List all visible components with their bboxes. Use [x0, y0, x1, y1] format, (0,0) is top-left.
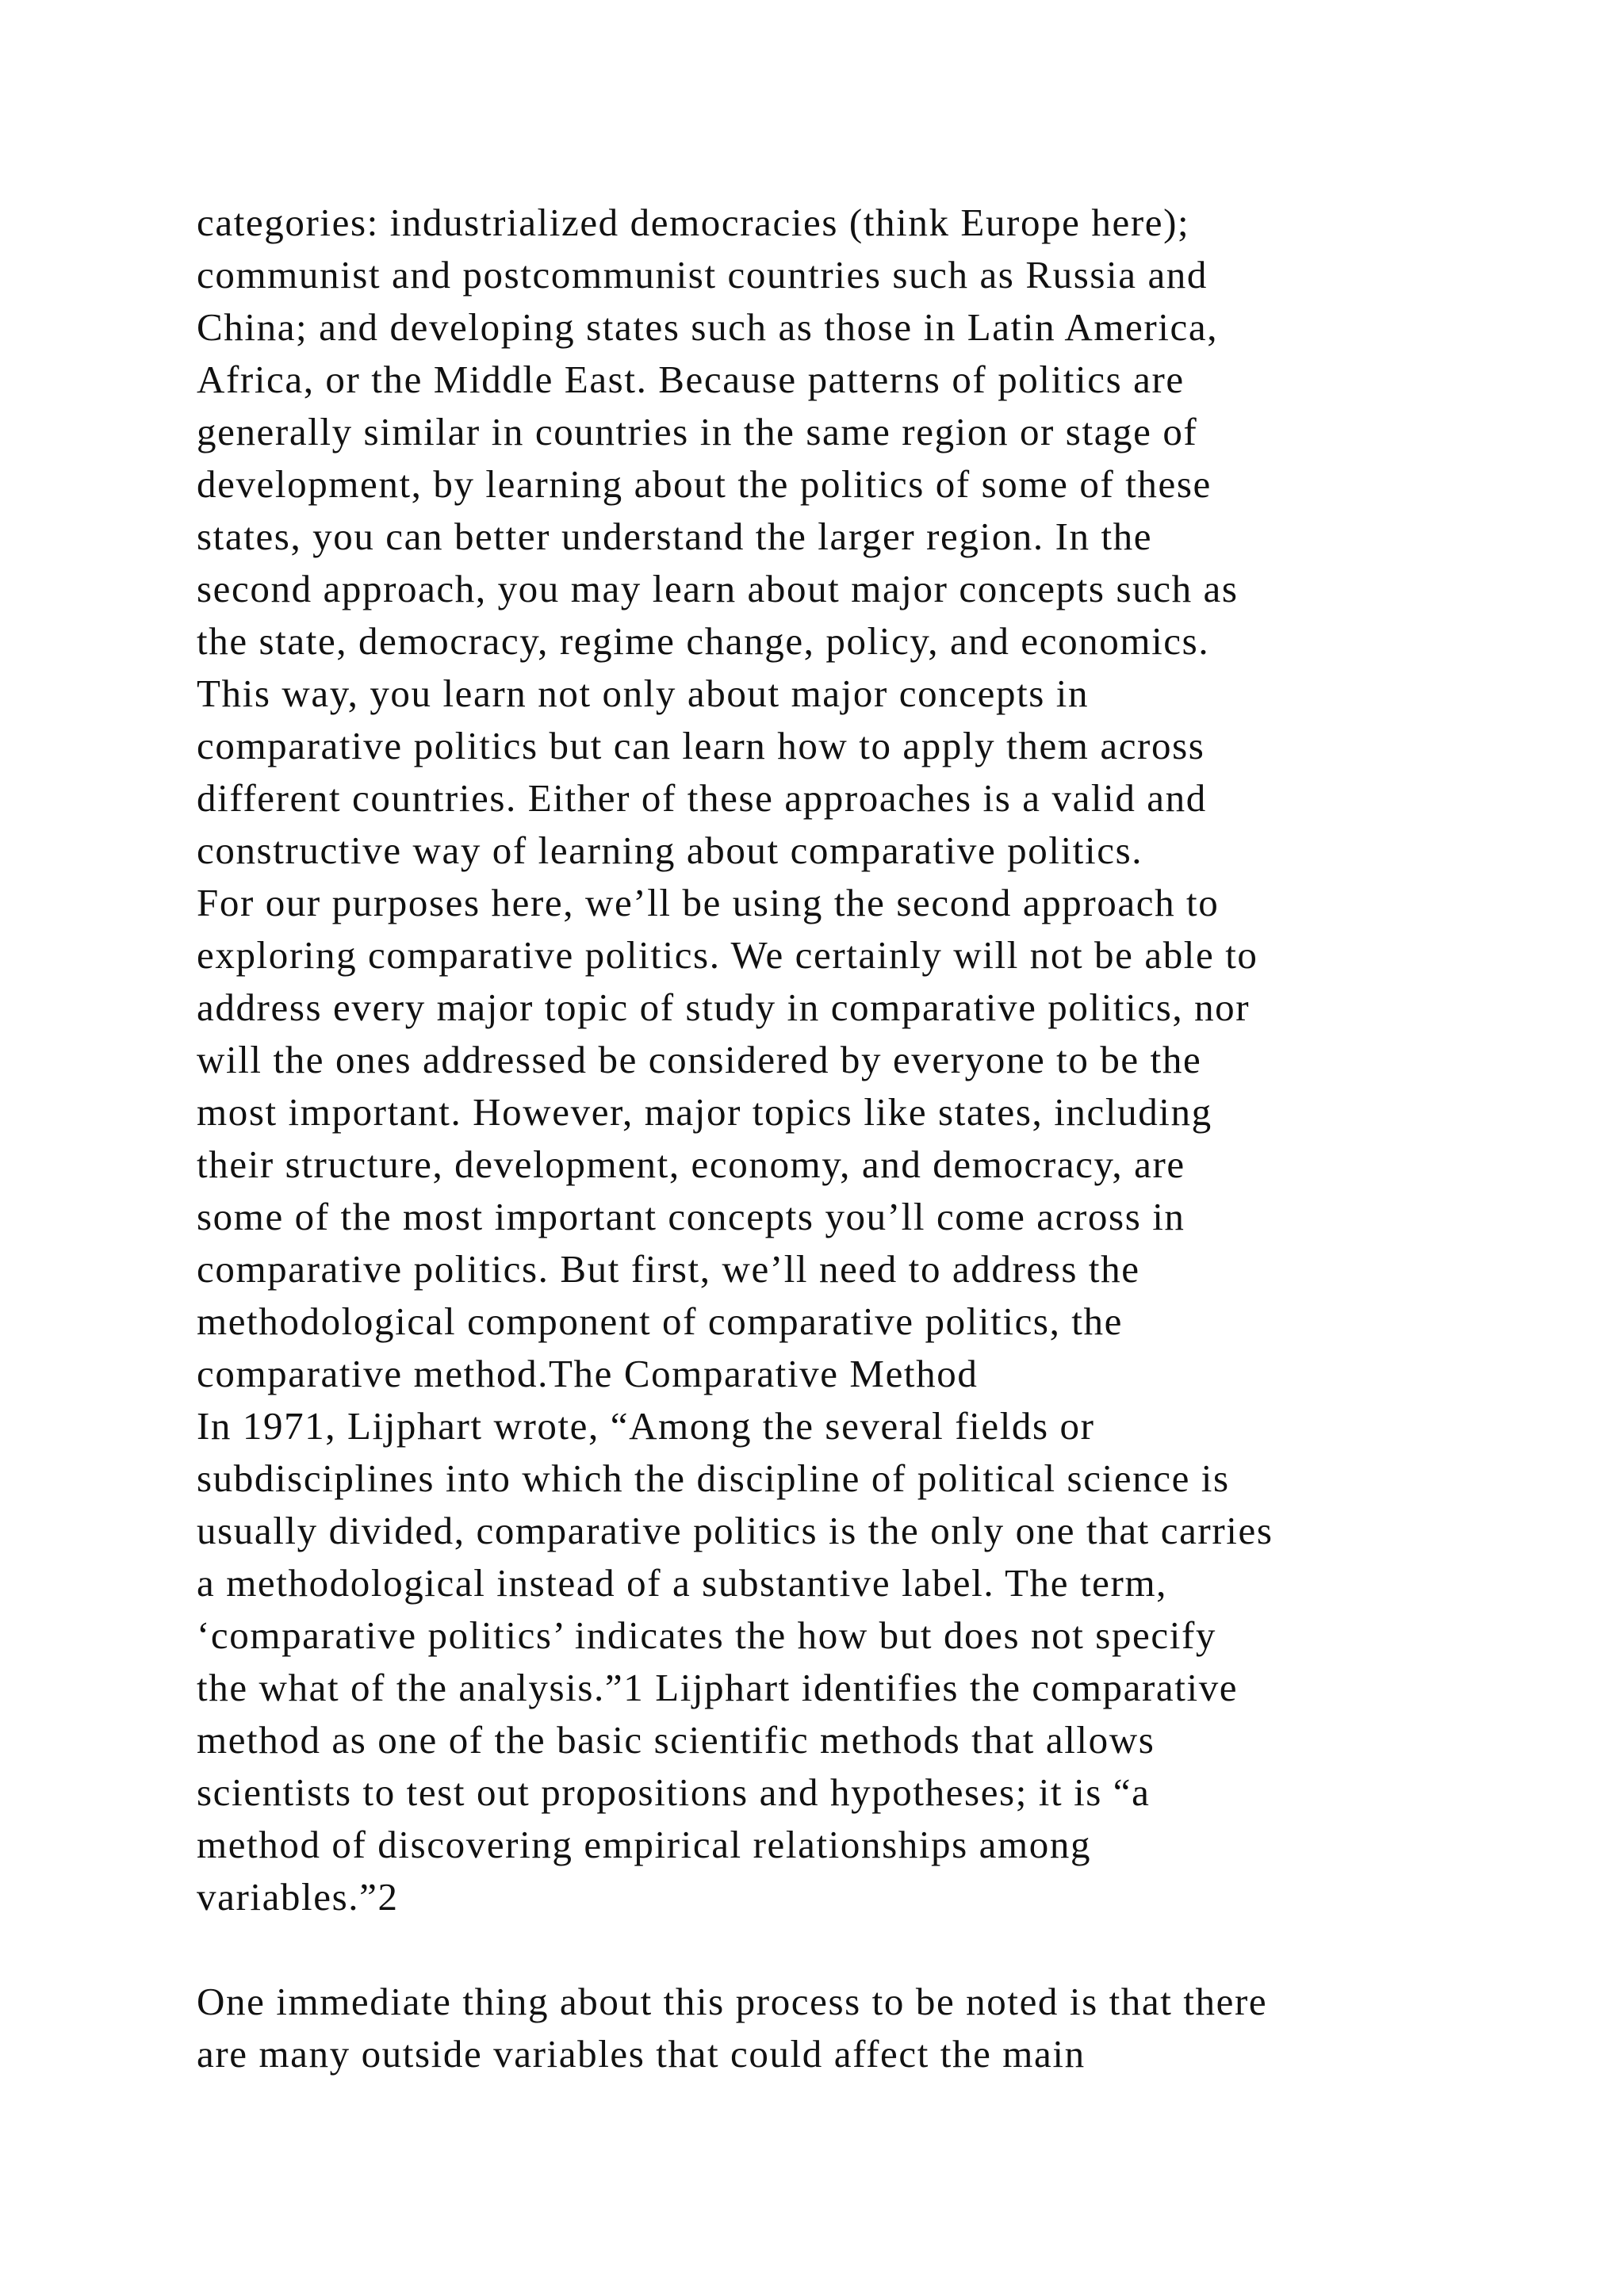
text-line: This way, you learn not only about major concepts in — [197, 672, 1090, 715]
text-line: constructive way of learning about comparative politics. — [197, 828, 1143, 872]
text-line: address every major topic of study in comparative politics, nor — [197, 985, 1251, 1029]
text-line: the what of the analysis.”1 Lijphart identifies the comparative — [197, 1666, 1239, 1709]
text-line: scientists to test out propositions and hypotheses; it is “a — [197, 1770, 1151, 1814]
text-line: second approach, you may learn about major concepts such as — [197, 567, 1239, 610]
text-line: China; and developing states such as those in Latin America, — [197, 305, 1219, 349]
text-line: will the ones addressed be considered by everyone to be the — [197, 1038, 1202, 1081]
text-line: communist and postcommunist countries such as Russia and — [197, 253, 1208, 297]
text-line: the state, democracy, regime change, policy, and economics. — [197, 619, 1210, 663]
text-line: different countries. Either of these approaches is a valid and — [197, 776, 1207, 820]
text-line: methodological component of comparative politics, the — [197, 1299, 1123, 1343]
text-line: comparative politics but can learn how to apply them across — [197, 724, 1205, 767]
text-line: method as one of the basic scientific methods that allows — [197, 1718, 1155, 1762]
text-line: For our purposes here, we’ll be using the second approach to — [197, 881, 1220, 924]
text-line: categories: industrialized democracies (think Europe here); — [197, 201, 1190, 244]
text-line: a methodological instead of a substantive label. The term, — [197, 1561, 1168, 1605]
text-line: states, you can better understand the larger region. In the — [197, 515, 1153, 558]
text-line: In 1971, Lijphart wrote, “Among the several fields or — [197, 1404, 1095, 1448]
text-line: method of discovering empirical relationships among — [197, 1823, 1092, 1866]
text-line: comparative politics. But first, we’ll need to address the — [197, 1247, 1140, 1291]
text-line: exploring comparative politics. We certainly will not be able to — [197, 933, 1258, 977]
text-line: subdisciplines into which the discipline of political science is — [197, 1456, 1230, 1500]
body-text — [197, 197, 1561, 2080]
text-line: variables.”2 — [197, 1875, 399, 1919]
text-line: usually divided, comparative politics is the only one that carries — [197, 1509, 1274, 1552]
text-line: ‘comparative politics’ indicates the how but does not specify — [197, 1613, 1216, 1657]
text-line: comparative method.The Comparative Method — [197, 1352, 979, 1395]
text-line: development, by learning about the politics of some of these — [197, 462, 1212, 506]
text-line: their structure, development, economy, and democracy, are — [197, 1142, 1185, 1186]
text-line: One immediate thing about this process to be noted is that there — [197, 1980, 1268, 2023]
text-line: most important. However, major topics like states, including — [197, 1090, 1212, 1134]
text-line: some of the most important concepts you’ll come across in — [197, 1195, 1185, 1238]
paragraph-gap — [197, 1923, 1561, 1976]
text-line: are many outside variables that could affect the main — [197, 2032, 1086, 2076]
text-line: generally similar in countries in the same region or stage of — [197, 410, 1198, 453]
text-line: Africa, or the Middle East. Because patterns of politics are — [197, 358, 1185, 401]
